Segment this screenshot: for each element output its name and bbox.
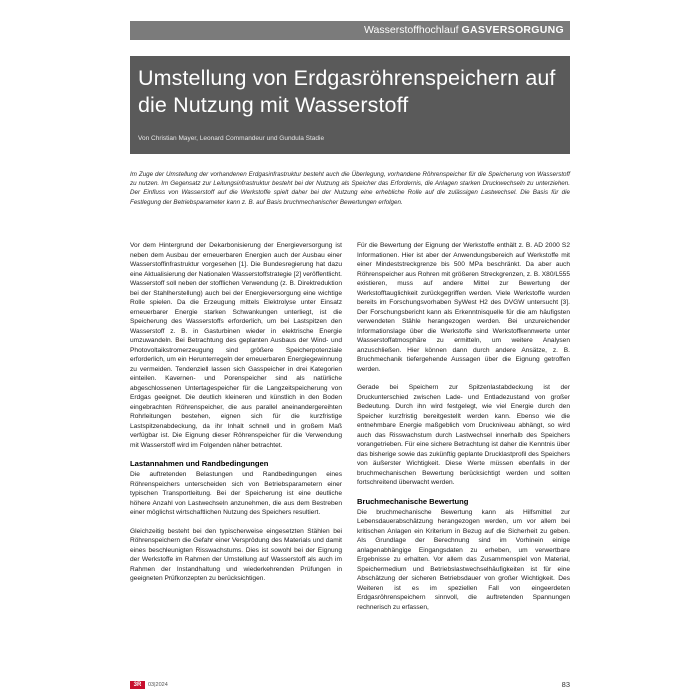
title-block [130,56,570,154]
journal-logo: 3R [130,681,145,689]
issue-number: 03|2024 [148,681,168,688]
paragraph: Vor dem Hintergrund der Dekarbonisierung der Energieversorgung ist neben dem Ausbau der erneuerbaren Energien auch der Ausbau einer Wasserstoffinfrastruktur vorgesehen [1]. Die Bundesregierung hat dazu eine Aktualisierung der Nationalen Wasserstoffstrategie [2] veröffentlicht. Wasserstoff soll neben der stofflichen Verwendung (z. B. Direktreduktion bei der Stahlherstellung) auch bei der Energieversorgung eine wichtige Rolle spielen. Da die Erzeugung mittels Elektrolyse unter Einsatz erneuerbarer Energie starken Schwankungen unterliegt, ist die Speicherung des Wasserstoffs erforderlich, um bei Lastspitzen den Wasserstoff z. B. in Gasturbinen wieder in elektrische Energie umzuwandeln. Bei Betrachtung des geplanten Ausbaus der Wind- und Photovoltaikstromerzeugung sind größere Speicherpotenziale erforderlich, um ein Herunterregeln der erneuerbaren Energiegewinnung zu vermeiden. Tendenziell lassen sich Gasspeicher in drei Kategorien einteilen. Kavernen- und Porenspeicher sind als natürliche abgeschlossenen Untertagespeicher für die Langzeitspeicherung von Erdgas geeignet. Die deutlich kleineren und künstlich in den Boden eingebrachten Röhrenspeicher, die aus parallel aneinandergereihten Rohrleitungen bestehen, eignen sich für die kurzfristige Lastspitzenabdeckung, da ihr Inhalt schnell und in großem Maß verfügbar ist. Die Eignung dieser Röhrenspeicher für die Verwendung mit Wasserstoff wird im Folgenden näher betrachtet. [130,242,342,449]
text-column-left [130,241,342,593]
article-lead: Im Zuge der Umstellung der vorhandenen Erdgasinfrastruktur besteht auch die Überlegung, vorhandene Röhrenspeicher für die Speicherung von Wasserstoff zu nutzen. Im Gegensatz zur Leitungsinfrastruktur besteht bei der Nutzung als Speicher das Erfordernis, die Anlagen starken Druckwechseln zu unterziehen. Der Einfluss von Wasserstoff auf die Werkstoffe spielt daher bei der Nutzung eine erhebliche Rolle auf die zulässigen Lastwechsel. Die Basis für die Festlegung der Betriebsparameter kann z. B. auf Basis bruchmechanischer Bewertungen erfolgen. [130,171,570,206]
section-heading: Bruchmechanische Bewertung [357,496,469,506]
page-number: 83 [561,680,570,689]
paragraph: Die auftretenden Belastungen und Randbedingungen eines Röhrenspeichers unterscheiden sich von Betriebsparametern einer typischen Transportleitung. Bei der Speicherung ist eine deutliche höhere Anzahl von Lastwechseln anzunehmen, die aus dem Bestreben einer möglichst wirtschaftlichen Nutzung des Speichers resultiert. [130,471,342,516]
article-authors: Von Christian Mayer, Leonard Commandeur und Gundula Stadie [138,135,325,142]
section-heading: Lastannahmen und Randbedingungen [130,459,269,468]
paragraph: Gleichzeitig besteht bei den typischerweise eingesetzten Stählen bei Röhrenspeichern die Gefahr einer Versprödung des Materials und damit eines beschleunigten Risswachstums. Dies ist sowohl bei der Eignung der Werkstoffe im Rahmen der Umstellung auf Wasserstoff als auch im Rahmen der Instandhaltung und wiederkehrenden Prüfungen in geeigneten Prüfkonzepten zu berücksichtigen. [130,527,342,582]
rubric-topic: Wasserstoffhochlauf [364,24,459,36]
footer-branding [130,680,168,689]
rubric-section: GASVERSORGUNG [461,24,564,36]
paragraph: Gerade bei Speichern zur Spitzenlastabdeckung ist der Druckunterschied zwischen Lade- und Entladezustand von großer Bedeutung. Durch ihn wird festgelegt, wie viel Energie durch den Speicher kurzfristig bereitgestellt werden kann. Ebenso wie die entnehmbare Energie maßgeblich vom Druckniveau abhängt, so wird auch das Risswachstum durch Lastwechsel innerhalb des Speichers vorangetrieben. Für eine sichere Betrachtung ist daher die Kenntnis über das bisherige sowie das zukünftig geplante Drucklastprofil des Speichers von äußerster Wichtigkeit. Diese Werte müssen ebenfalls in der bruchmechanischen Bewertung berücksichtigt werden und sollten fortschreitend überwacht werden. [357,384,570,486]
article-title: Umstellung von Erdgasröhrenspeichern auf die Nutzung mit Wasserstoff [138,66,556,117]
section-rubric [130,21,570,40]
paragraph: Die bruchmechanische Bewertung kann als Hilfsmittel zur Lebensdauerabschätzung herangezogen werden, um vor allem bei kritischen Anlagen ein Kriterium in Bezug auf die Sicherheit zu geben. Als Grundlage der Berechnung sind im Vorhinein einige anlagenabhängige Eingangsdaten zu erheben, um verwertbare Ergebnisse zu erhalten. Vor allem das Zusammenspiel von Material, Speichermedium und Betriebslastwechselhäufigkeiten ist für eine Abschätzung der sicheren Betriebsdauer von großer Wichtigkeit. Des Weiteren ist es im speziellen Fall von eingeerdeten Erdgasröhrenspeichern sinnvoll, die auftretenden Spannungen rechnerisch zu erfassen, [357,508,570,611]
paragraph: Für die Bewertung der Eignung der Werkstoffe enthält z. B. AD 2000 S2 Informationen. Hier ist aber der Anwendungsbereich auf Werkstoffe mit einer Mindeststreckgrenze bis 500 MPa beschränkt. Da aber auch Röhrenspeicher aus Rohren mit größeren Streckgrenzen, z. B. X80/L555 existieren, muss auf andere Mittel zur Bewertung der Werkstofftauglichkeit zurückgegriffen werden. Viele Werkstoffe wurden bereits im Forschungsvorhaben SyWest H2 des DVGW untersucht [3]. Der Forschungsbericht kann als Erkenntnisquelle für die am häufigsten verwendeten Stähle herangezogen werden. Bei unzureichender Informationslage über die Werkstoffe sind Werkstoffkennwerte unter Wasserstoffatmosphäre zu ermitteln, um weitere Analysen anzuschließen. Hier können dann durch andere Ansätze, z. B. Bruchmechanik tiefergehende Aussagen über die Eignung getroffen werden. [357,242,570,373]
text-column-right [357,241,570,621]
